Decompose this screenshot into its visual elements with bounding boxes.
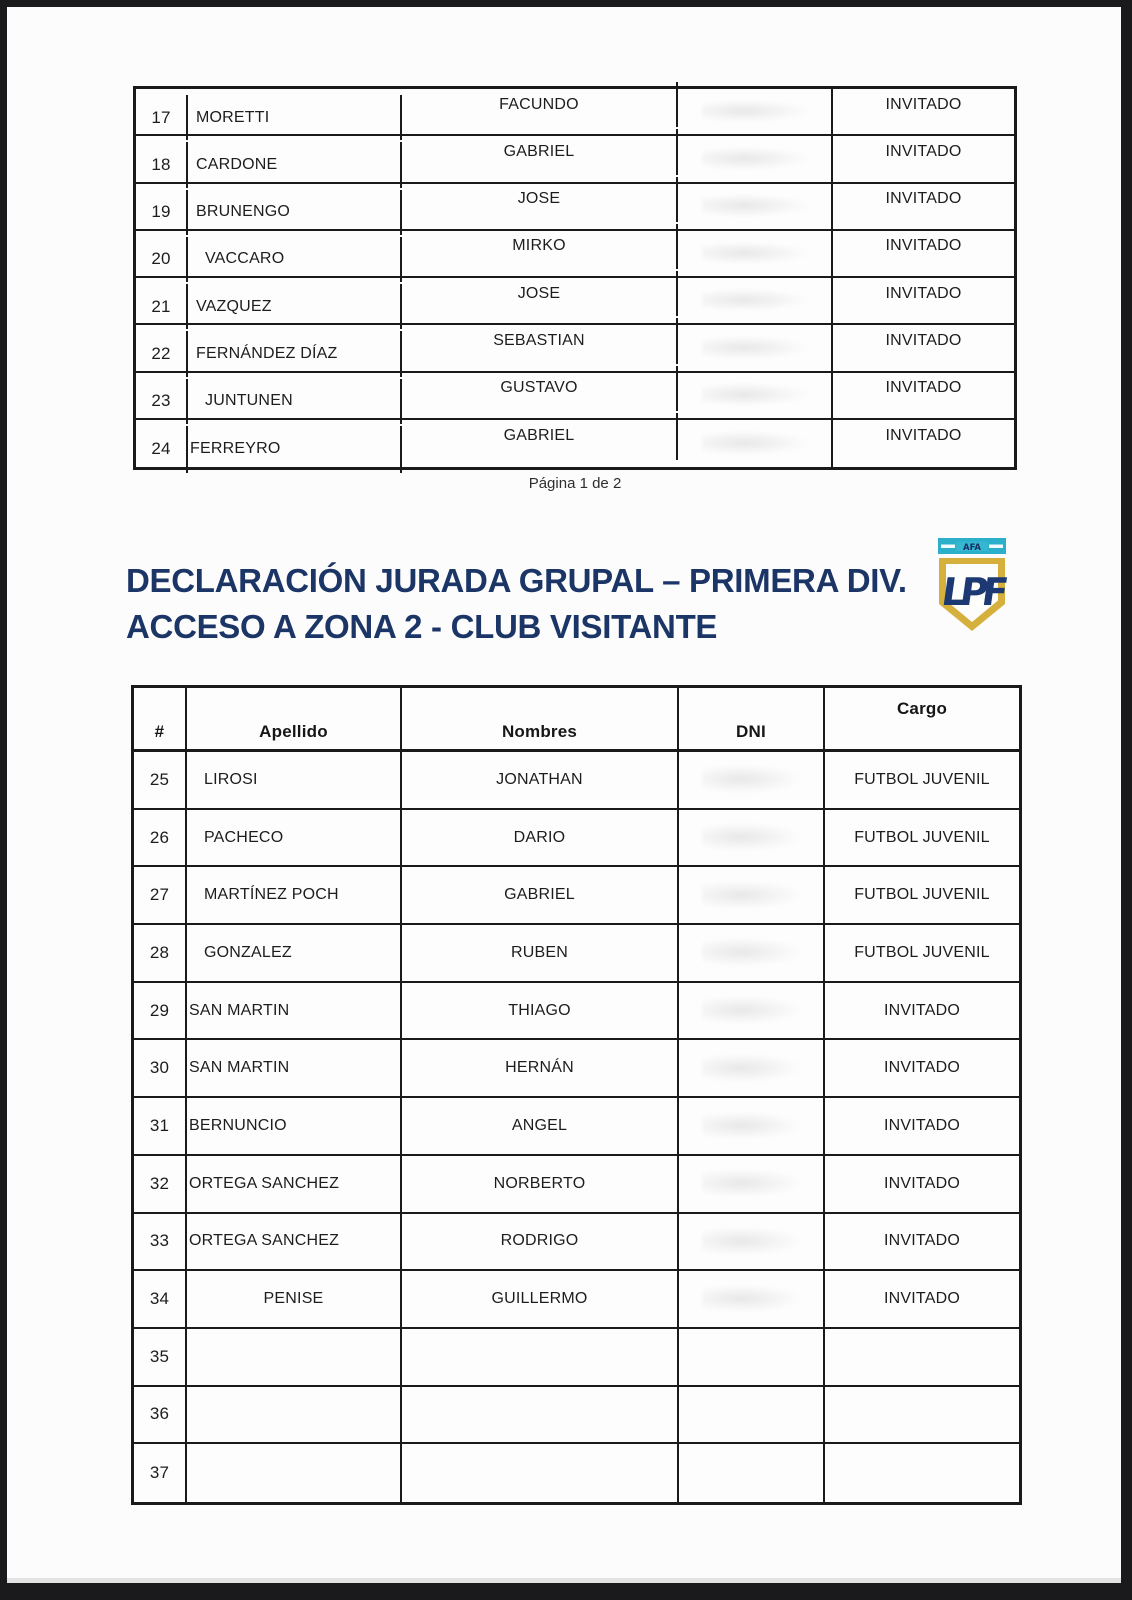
cell-cargo <box>825 1329 1019 1385</box>
lpf-letters: LPF <box>938 571 1006 615</box>
cell-cargo: INVITADO <box>884 1001 960 1019</box>
cell-nombres: RUBEN <box>402 925 679 981</box>
cell-cargo: INVITADO <box>884 1232 960 1250</box>
table-row <box>134 1444 1019 1502</box>
cell-apellido: CARDONE <box>188 142 402 187</box>
cell-apellido: BERNUNCIO <box>187 1098 402 1154</box>
cell-nombres <box>402 1444 679 1502</box>
cell-dni <box>678 231 833 276</box>
cell-apellido <box>187 1444 402 1502</box>
cell-dni <box>678 184 833 229</box>
cell-dni <box>679 1156 825 1212</box>
cell-nombres: HERNÁN <box>402 1040 679 1096</box>
cell-cargo: FUTBOL JUVENIL <box>854 943 990 961</box>
cell-dni <box>678 373 833 418</box>
cell-dni <box>679 1098 825 1154</box>
cell-cargo: INVITADO <box>885 379 962 397</box>
cell-cargo: FUTBOL JUVENIL <box>854 886 990 904</box>
header-cargo: Cargo <box>896 698 948 718</box>
cell-apellido: ORTEGA SANCHEZ <box>187 1156 402 1212</box>
header-apellido: Apellido <box>187 688 402 749</box>
cell-row-number: 23 <box>136 379 188 424</box>
cell-row-number: 32 <box>134 1156 187 1212</box>
table-row <box>134 1098 1019 1156</box>
cell-dni <box>679 1040 825 1096</box>
cell-dni <box>678 89 833 134</box>
afa-band <box>938 538 1006 554</box>
cell-apellido: LIROSI <box>187 752 402 808</box>
header-nombres: Nombres <box>402 688 679 749</box>
cell-cargo: INVITADO <box>885 237 962 255</box>
cell-row-number: 33 <box>134 1214 187 1270</box>
cell-cargo <box>825 1444 1019 1502</box>
cell-apellido: PENISE <box>187 1271 402 1327</box>
cell-cargo: INVITADO <box>885 142 962 160</box>
cell-dni <box>679 1444 825 1502</box>
cell-cargo <box>825 1387 1019 1443</box>
table-row <box>134 1214 1019 1272</box>
cell-nombres <box>402 1329 679 1385</box>
cell-nombres: RODRIGO <box>402 1214 679 1270</box>
table-row <box>134 1271 1019 1329</box>
cell-dni <box>679 983 825 1039</box>
cell-apellido: SAN MARTIN <box>187 1040 402 1096</box>
cell-row-number: 35 <box>134 1329 187 1385</box>
cell-apellido: MARTÍNEZ POCH <box>187 867 402 923</box>
cell-nombres: DARIO <box>402 810 679 866</box>
cell-row-number: 37 <box>134 1444 187 1502</box>
cell-apellido: GONZALEZ <box>187 925 402 981</box>
cell-row-number: 20 <box>136 237 188 282</box>
cell-nombres: GABRIEL <box>402 129 678 174</box>
cell-dni <box>679 1214 825 1270</box>
cell-dni <box>679 810 825 866</box>
cell-nombres: NORBERTO <box>402 1156 679 1212</box>
cell-cargo: INVITADO <box>885 284 962 302</box>
table-header-row <box>134 688 1019 752</box>
lpf-logo <box>935 538 1009 634</box>
cell-nombres: ANGEL <box>402 1098 679 1154</box>
cell-cargo: FUTBOL JUVENIL <box>854 770 990 788</box>
afa-label: AFA <box>963 543 981 553</box>
cell-nombres: JOSE <box>402 271 678 316</box>
cell-dni <box>679 1329 825 1385</box>
cell-dni <box>679 1271 825 1327</box>
roster-table-main <box>131 685 1022 1505</box>
cell-row-number: 30 <box>134 1040 187 1096</box>
table-row <box>134 752 1019 810</box>
cell-row-number: 27 <box>134 867 187 923</box>
cell-nombres: FACUNDO <box>402 82 678 127</box>
cell-cargo: INVITADO <box>884 1116 960 1134</box>
cell-dni <box>679 1387 825 1443</box>
table-row <box>134 983 1019 1041</box>
cell-dni <box>678 136 833 181</box>
cell-row-number: 34 <box>134 1271 187 1327</box>
cell-dni <box>678 278 833 323</box>
cell-apellido <box>187 1387 402 1443</box>
cell-row-number: 29 <box>134 983 187 1039</box>
cell-apellido: JUNTUNEN <box>188 379 402 424</box>
header-dni: DNI <box>679 688 825 749</box>
table-row <box>134 1040 1019 1098</box>
cell-apellido: MORETTI <box>188 95 402 140</box>
cell-apellido: VAZQUEZ <box>188 284 402 329</box>
roster-table-top <box>133 86 1017 470</box>
table-row <box>134 867 1019 925</box>
cell-row-number: 26 <box>134 810 187 866</box>
page-number-footer: Página 1 de 2 <box>528 475 622 492</box>
table-row <box>134 1387 1019 1445</box>
cell-row-number: 31 <box>134 1098 187 1154</box>
cell-apellido: BRUNENGO <box>188 190 402 235</box>
cell-cargo: INVITADO <box>885 427 962 445</box>
cell-row-number: 28 <box>134 925 187 981</box>
table-row <box>134 1329 1019 1387</box>
cell-nombres: GUSTAVO <box>402 366 678 411</box>
table-row <box>134 925 1019 983</box>
cell-dni <box>679 867 825 923</box>
cell-row-number: 18 <box>136 142 188 187</box>
document-title-line1: DECLARACIÓN JURADA GRUPAL – PRIMERA DIV. <box>126 562 907 599</box>
cell-nombres: JOSE <box>402 177 678 222</box>
cell-dni <box>678 325 833 370</box>
cell-apellido: FERREYRO <box>188 426 402 473</box>
cell-cargo: INVITADO <box>884 1059 960 1077</box>
cell-row-number: 36 <box>134 1387 187 1443</box>
cell-cargo: INVITADO <box>885 331 962 349</box>
cell-cargo: FUTBOL JUVENIL <box>854 828 990 846</box>
cell-cargo: INVITADO <box>884 1290 960 1308</box>
cell-nombres: GABRIEL <box>402 413 678 460</box>
cell-apellido: PACHECO <box>187 810 402 866</box>
header-number: # <box>134 688 187 749</box>
cell-apellido: SAN MARTIN <box>187 983 402 1039</box>
table-row <box>134 1156 1019 1214</box>
document-title-line2: ACCESO A ZONA 2 - CLUB VISITANTE <box>126 608 718 645</box>
cell-nombres: SEBASTIAN <box>402 318 678 363</box>
cell-row-number: 25 <box>134 752 187 808</box>
cell-row-number: 19 <box>136 190 188 235</box>
cell-nombres: GUILLERMO <box>402 1271 679 1327</box>
cell-dni <box>679 752 825 808</box>
cell-nombres: GABRIEL <box>402 867 679 923</box>
table-row <box>136 420 1014 467</box>
cell-apellido: VACCARO <box>188 237 402 282</box>
cell-apellido <box>187 1329 402 1385</box>
cell-nombres: THIAGO <box>402 983 679 1039</box>
cell-cargo: INVITADO <box>885 190 962 208</box>
cell-nombres <box>402 1387 679 1443</box>
cell-apellido: ORTEGA SANCHEZ <box>187 1214 402 1270</box>
cell-row-number: 21 <box>136 284 188 329</box>
cell-nombres: MIRKO <box>402 224 678 269</box>
document-title <box>126 558 907 650</box>
cell-cargo: INVITADO <box>884 1174 960 1192</box>
cell-row-number: 17 <box>136 95 188 140</box>
cell-row-number: 22 <box>136 331 188 376</box>
cell-row-number: 24 <box>136 426 188 473</box>
document-page <box>7 7 1121 1583</box>
cell-apellido: FERNÁNDEZ DÍAZ <box>188 331 402 376</box>
cell-cargo: INVITADO <box>885 95 962 113</box>
cell-dni <box>678 420 833 467</box>
table-row <box>134 810 1019 868</box>
cell-dni <box>679 925 825 981</box>
cell-nombres: JONATHAN <box>402 752 679 808</box>
lpf-shield <box>939 558 1008 631</box>
